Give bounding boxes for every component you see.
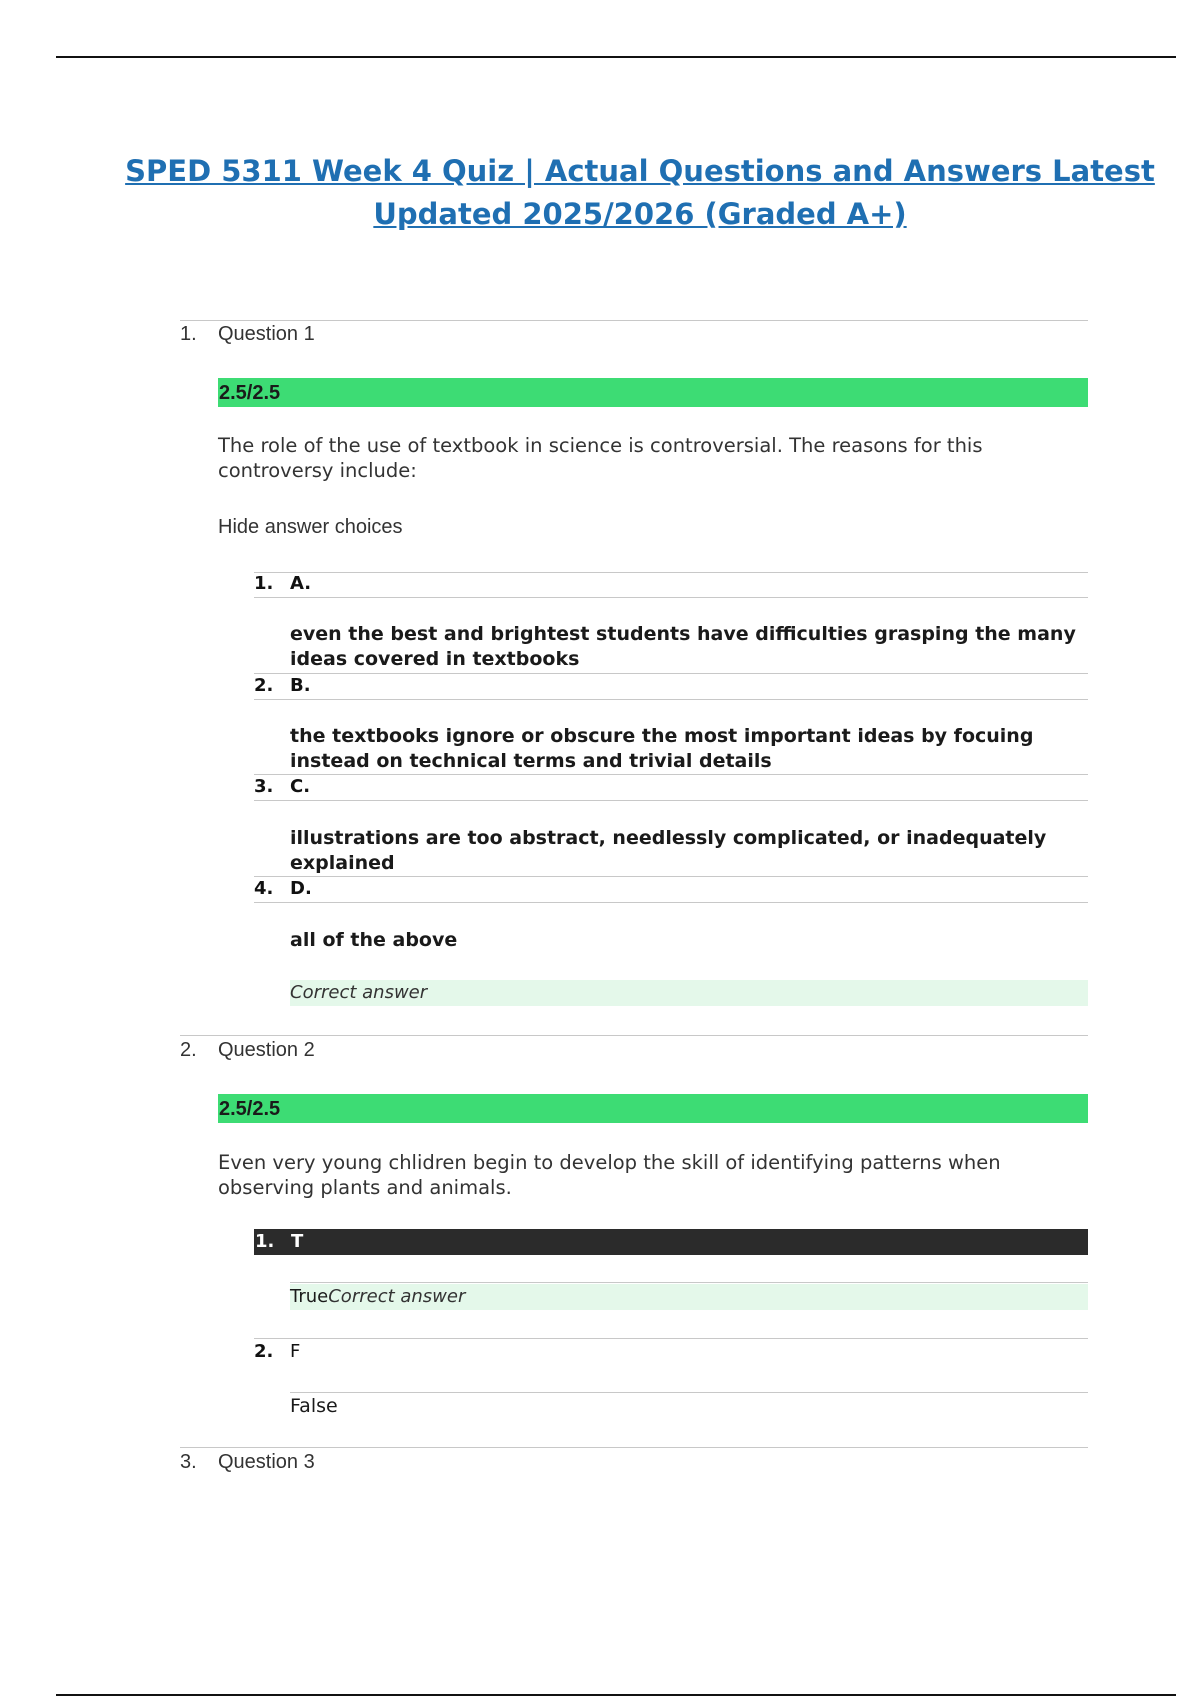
option-letter: T [291, 1231, 304, 1252]
divider [254, 597, 1088, 598]
option-number: 1. [254, 573, 274, 594]
question-label: Question 3 [218, 1451, 315, 1473]
score-value: 2.5/2.5 [219, 1098, 281, 1120]
question-label: Question 2 [218, 1039, 315, 1061]
option-true-row [290, 1284, 1088, 1310]
divider [254, 572, 1088, 573]
question-number: 3. [180, 1451, 197, 1473]
option-number: 2. [254, 675, 274, 696]
option-a-text: even the best and brightest students have difficulties grasping the many ideas covered in textbooks [290, 623, 1076, 670]
option-f-header[interactable] [254, 1341, 300, 1362]
question-text: Even very young chlidren begin to develop the skill of identifying patterns when observing plants and animals. [218, 1151, 1001, 1199]
bottom-rule [56, 1694, 1176, 1696]
divider [180, 320, 1088, 321]
divider [254, 699, 1088, 700]
top-rule [56, 56, 1176, 58]
option-b-text: the textbooks ignore or obscure the most important ideas by focuing instead on technical terms and trivial details [290, 725, 1034, 772]
option-false-text: False [290, 1395, 338, 1417]
option-number: 3. [254, 776, 274, 797]
option-c-header[interactable] [254, 776, 310, 797]
divider [254, 902, 1088, 903]
option-letter: A. [290, 573, 312, 594]
divider [254, 876, 1088, 877]
question-text: The role of the use of textbook in science is controversial. The reasons for this controversy include: [218, 434, 983, 482]
option-a-header[interactable] [254, 573, 311, 594]
divider [254, 1338, 1088, 1339]
option-d-header[interactable] [254, 878, 312, 899]
page-title[interactable]: SPED 5311 Week 4 Quiz | Actual Questions and Answers Latest Updated 2025/2026 (Graded A+) [125, 154, 1155, 231]
correct-answer-label: Correct answer [328, 1286, 466, 1307]
question-label: Question 1 [218, 323, 315, 345]
score-bar [218, 378, 1088, 407]
question-number: 1. [180, 323, 197, 345]
divider [254, 774, 1088, 775]
correct-answer-badge [290, 980, 1088, 1006]
divider [290, 1392, 1088, 1393]
option-t-selected[interactable] [254, 1229, 1088, 1255]
question-number: 2. [180, 1039, 197, 1061]
option-b-header[interactable] [254, 675, 311, 696]
divider [290, 1282, 1088, 1283]
divider [180, 1035, 1088, 1036]
score-value: 2.5/2.5 [219, 382, 281, 404]
option-number: 1. [255, 1231, 275, 1252]
score-bar [218, 1094, 1088, 1123]
option-number: 4. [254, 878, 274, 899]
divider [180, 1447, 1088, 1448]
question-2-header [180, 1039, 315, 1062]
divider [254, 673, 1088, 674]
option-letter: B. [290, 675, 311, 696]
option-letter: D. [290, 878, 312, 899]
option-c-text: illustrations are too abstract, needlessly complicated, or inadequately explained [290, 827, 1047, 874]
option-true-text: True [290, 1286, 329, 1307]
hide-answer-choices-link[interactable]: Hide answer choices [218, 516, 403, 538]
question-3-header [180, 1451, 315, 1474]
question-1-header [180, 323, 315, 346]
option-d-text: all of the above [290, 929, 458, 951]
option-letter: F [290, 1341, 301, 1362]
correct-answer-label: Correct answer [290, 982, 428, 1003]
option-letter: C. [290, 776, 311, 797]
option-number: 2. [254, 1341, 274, 1362]
divider [254, 800, 1088, 801]
